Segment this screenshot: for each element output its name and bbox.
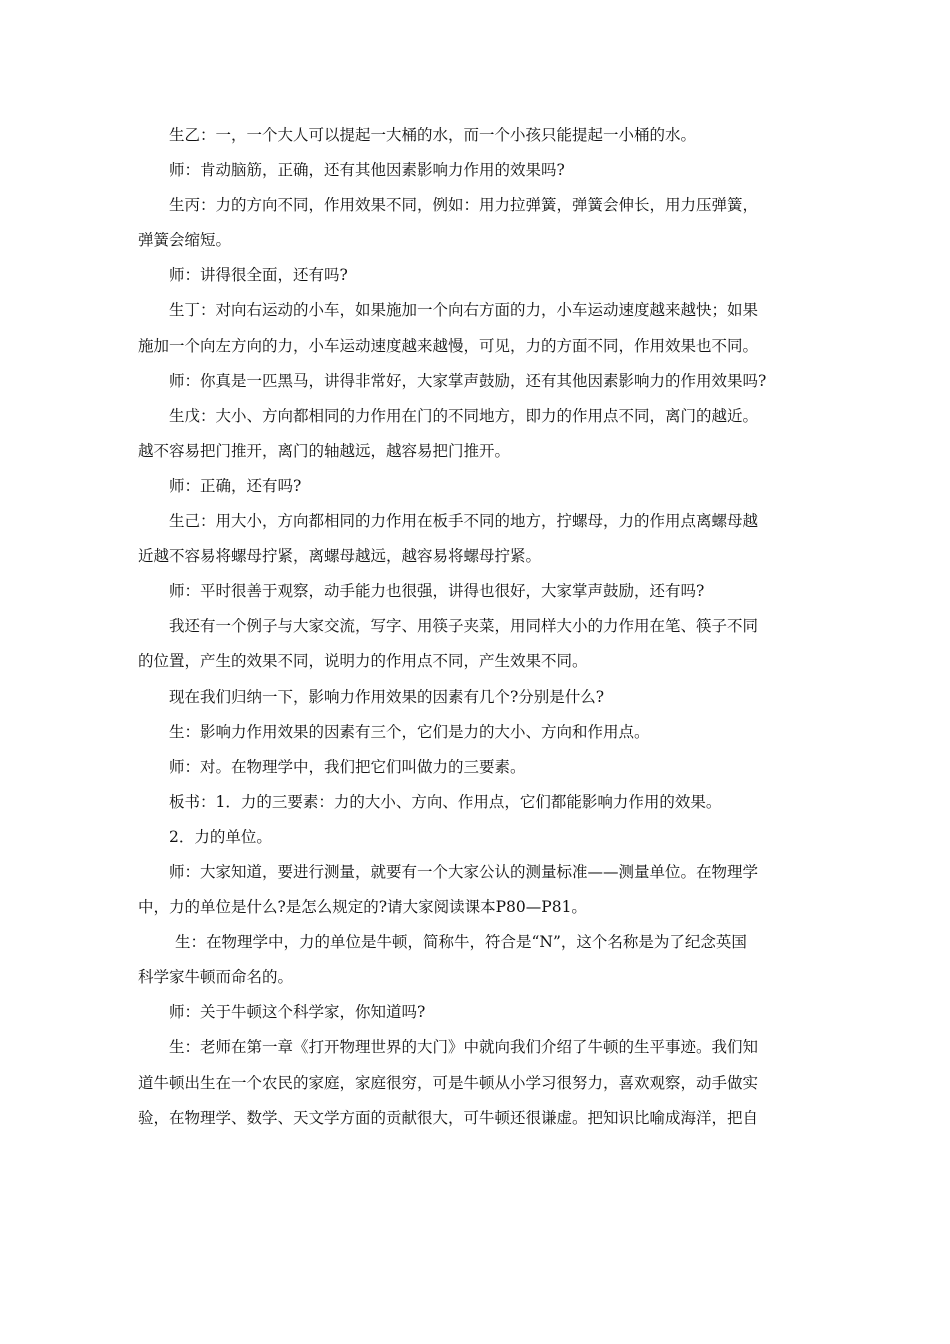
text-line: 师：对。在物理学中，我们把它们叫做力的三要素。 [169, 757, 526, 776]
paragraph [138, 750, 818, 785]
text-line: 科学家牛顿而命名的。 [138, 968, 294, 987]
paragraph [138, 820, 818, 855]
paragraph [138, 293, 818, 363]
text-line: 生戊：大小、方向都相同的力作用在门的不同地方，即力的作用点不同，离门的越近。 [169, 406, 759, 425]
text-line: 师：你真是一匹黑马，讲得非常好，大家掌声鼓励，还有其他因素影响力的作用效果吗? [169, 371, 767, 390]
text-line: 师：正确，还有吗? [169, 476, 302, 495]
text-line: 施加一个向左方向的力，小车运动速度越来越慢，可见，力的方面不同，作用效果也不同。 [138, 336, 759, 355]
text-line: 道牛顿出生在一个农民的家庭，家庭很穷，可是牛顿从小学习很努力，喜欢观察，动手做实 [138, 1073, 759, 1092]
paragraph [138, 925, 818, 995]
paragraph [138, 399, 818, 469]
text-line: 师：讲得很全面，还有吗? [169, 266, 348, 285]
text-line: 生：老师在第一章《打开物理世界的大门》中就向我们介绍了牛顿的生平事迹。我们知 [169, 1038, 759, 1057]
paragraph [138, 504, 818, 574]
text-line: 近越不容易将螺母拧紧，离螺母越远，越容易将螺母拧紧。 [138, 547, 542, 566]
paragraph [138, 118, 818, 153]
text-line: 师：平时很善于观察，动手能力也很强，讲得也很好，大家掌声鼓励，还有吗? [169, 582, 705, 601]
paragraph [138, 258, 818, 293]
text-line: 生丙：力的方向不同，作用效果不同，例如：用力拉弹簧，弹簧会伸长，用力压弹簧， [169, 196, 759, 215]
text-line: 的位置，产生的效果不同，说明力的作用点不同，产生效果不同。 [138, 652, 588, 671]
paragraph [138, 1030, 818, 1135]
text-line: 师：关于牛顿这个科学家，你知道吗? [169, 1003, 426, 1022]
paragraph [138, 995, 818, 1030]
text-line: 我还有一个例子与大家交流，写字、用筷子夹菜，用同样大小的力作用在笔、筷子不同 [169, 617, 759, 636]
text-line: 验，在物理学、数学、天文学方面的贡献很大，可牛顿还很谦虚。把知识比喻成海洋，把自 [138, 1108, 759, 1127]
paragraph [138, 609, 818, 679]
text-line: 板书：1．力的三要素：力的大小、方向、作用点，它们都能影响力作用的效果。 [169, 792, 722, 811]
text-line: 师：肯动脑筋，正确，还有其他因素影响力作用的效果吗? [169, 161, 565, 180]
paragraph [138, 680, 818, 715]
paragraph [138, 785, 818, 820]
paragraph [138, 574, 818, 609]
text-line: 生：影响力作用效果的因素有三个，它们是力的大小、方向和作用点。 [169, 722, 650, 741]
text-line: 中，力的单位是什么?是怎么规定的?请大家阅读课本P80—P81。 [138, 898, 587, 917]
text-line: 弹簧会缩短。 [138, 231, 232, 250]
paragraph [138, 715, 818, 750]
paragraph [138, 364, 818, 399]
paragraph [138, 153, 818, 188]
text-line: 现在我们归纳一下，影响力作用效果的因素有几个?分别是什么? [169, 687, 605, 706]
document-body [138, 118, 818, 1136]
text-line: 师：大家知道，要进行测量，就要有一个大家公认的测量标准——测量单位。在物理学 [169, 862, 759, 881]
paragraph [138, 188, 818, 258]
paragraph [138, 855, 818, 925]
text-line: 生丁：对向右运动的小车，如果施加一个向右方面的力，小车运动速度越来越快；如果 [169, 301, 759, 320]
text-line: 生己：用大小，方向都相同的力作用在板手不同的地方，拧螺母，力的作用点离螺母越 [169, 512, 759, 531]
text-line: 生乙：一，一个大人可以提起一大桶的水，而一个小孩只能提起一小桶的水。 [169, 126, 697, 144]
paragraph [138, 469, 818, 504]
text-line: 生：在物理学中，力的单位是牛顿，简称牛，符合是“N”，这个名称是为了纪念英国 [175, 933, 747, 952]
text-line: 2．力的单位。 [169, 827, 272, 846]
text-line: 越不容易把门推开，离门的轴越远，越容易把门推开。 [138, 441, 511, 460]
